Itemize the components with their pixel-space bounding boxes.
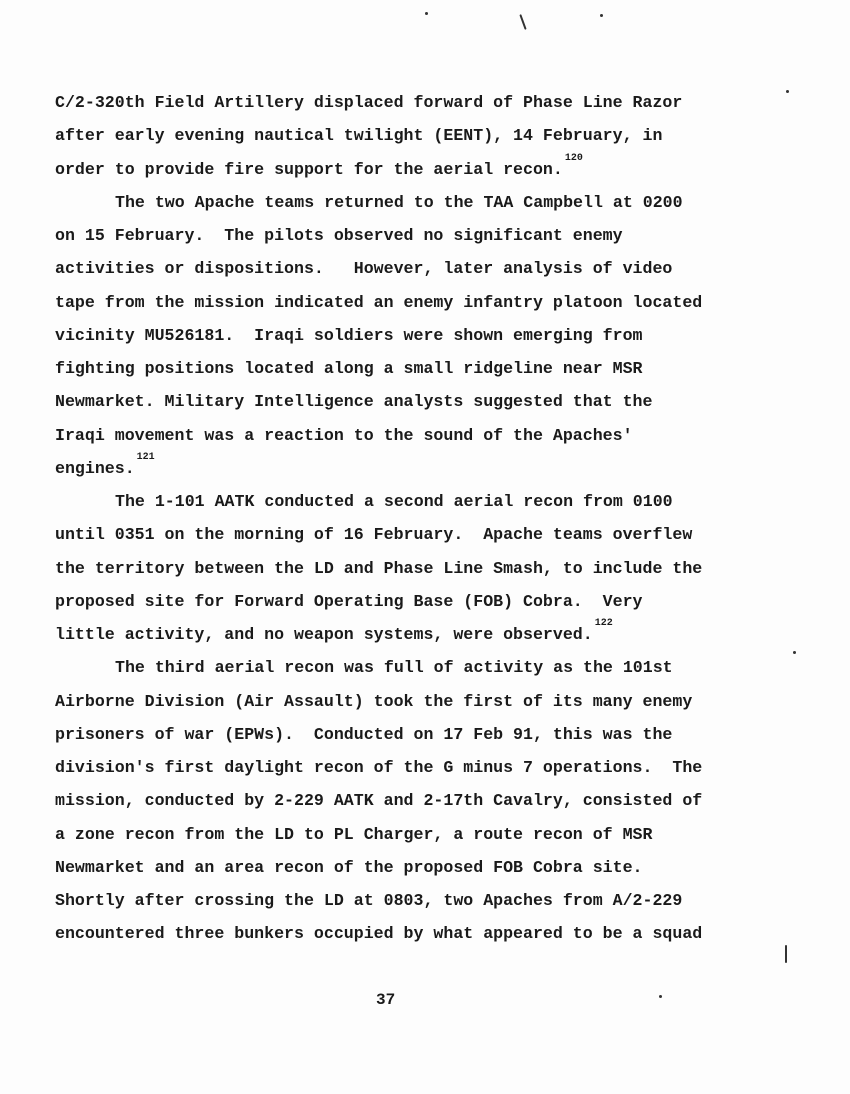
text-line [55,791,702,811]
line-text: The third aerial recon was full of activity as the 101st [115,658,673,678]
line-text: The 1-101 AATK conducted a second aerial recon from 0100 [115,492,673,511]
scan-speck [785,945,787,963]
line-text: fighting positions located along a small ridgeline near MSR [55,359,643,378]
scan-speck [425,12,428,15]
line-text: Shortly after crossing the LD at 0803, two Apaches from A/2-229 [55,891,683,910]
text-line [55,825,652,845]
text-line [55,226,623,246]
footnote-reference: 121 [136,451,155,463]
text-line [55,924,702,944]
line-text: C/2-320th Field Artillery displaced forward of Phase Line Razor [55,93,683,112]
line-text: activities or dispositions. However, later analysis of video [55,259,673,279]
line-text: on 15 February. The pilots observed no significant enemy [55,226,623,245]
line-text: Newmarket and an area recon of the proposed FOB Cobra site. [55,857,643,877]
footnote-reference: 120 [564,152,583,164]
text-line [55,392,652,412]
line-text: the territory between the LD and Phase Line Smash, to include the [55,558,703,578]
text-line [55,93,682,113]
text-line [55,293,702,313]
text-line [55,152,583,183]
scan-speck [600,14,603,17]
line-text: Newmarket. Military Intelligence analysts suggested that the [55,392,653,412]
line-text: tape from the mission indicated an enemy infantry platoon located [55,292,703,312]
text-line [55,725,672,745]
line-text: a zone recon from the LD to PL Charger, a route recon of MSR [55,824,653,844]
line-text: proposed site for Forward Operating Base (FOB) Cobra. Very [55,591,643,611]
footnote-reference: 122 [594,618,613,629]
text-line [55,525,692,545]
scan-speck [519,14,526,30]
line-text: after early evening nautical twilight (EENT), 14 February, in [55,126,663,146]
line-text: Iraqi movement was a reaction to the sound of the Apaches' [55,425,633,445]
text-line [55,618,613,648]
line-text: encountered three bunkers occupied by what appeared to be a squad [55,924,703,944]
text-line [55,451,155,482]
text-line [115,658,673,678]
text-line [55,758,702,778]
text-line [55,426,633,446]
line-text: prisoners of war (EPWs). Conducted on 17 Feb 91, this was the [55,724,673,744]
text-line [55,326,643,346]
text-line [115,193,683,213]
line-text: little activity, and no weapon systems, were observed. [55,625,593,644]
text-line [115,492,673,512]
line-text: order to provide fire support for the aerial recon. [55,159,563,179]
text-line [55,126,662,146]
line-text: until 0351 on the morning of 16 February. Apache teams overflew [55,525,693,545]
line-text: mission, conducted by 2-229 AATK and 2-17th Cavalry, consisted of [55,791,703,811]
text-line [55,559,702,579]
page-number: 37 [376,991,396,1009]
line-text: engines. [55,458,135,478]
scan-speck [659,995,662,998]
line-text: The two Apache teams returned to the TAA Campbell at 0200 [115,192,683,212]
scan-speck [793,651,796,654]
text-line [55,692,692,712]
text-line [55,359,643,379]
text-line [55,592,643,612]
text-line [55,259,672,279]
text-line [55,858,643,878]
scan-speck [786,90,789,93]
line-text: vicinity MU526181. Iraqi soldiers were shown emerging from [55,325,643,345]
text-line [55,891,682,911]
line-text: division's first daylight recon of the G minus 7 operations. The [55,758,703,777]
line-text: Airborne Division (Air Assault) took the first of its many enemy [55,691,693,711]
